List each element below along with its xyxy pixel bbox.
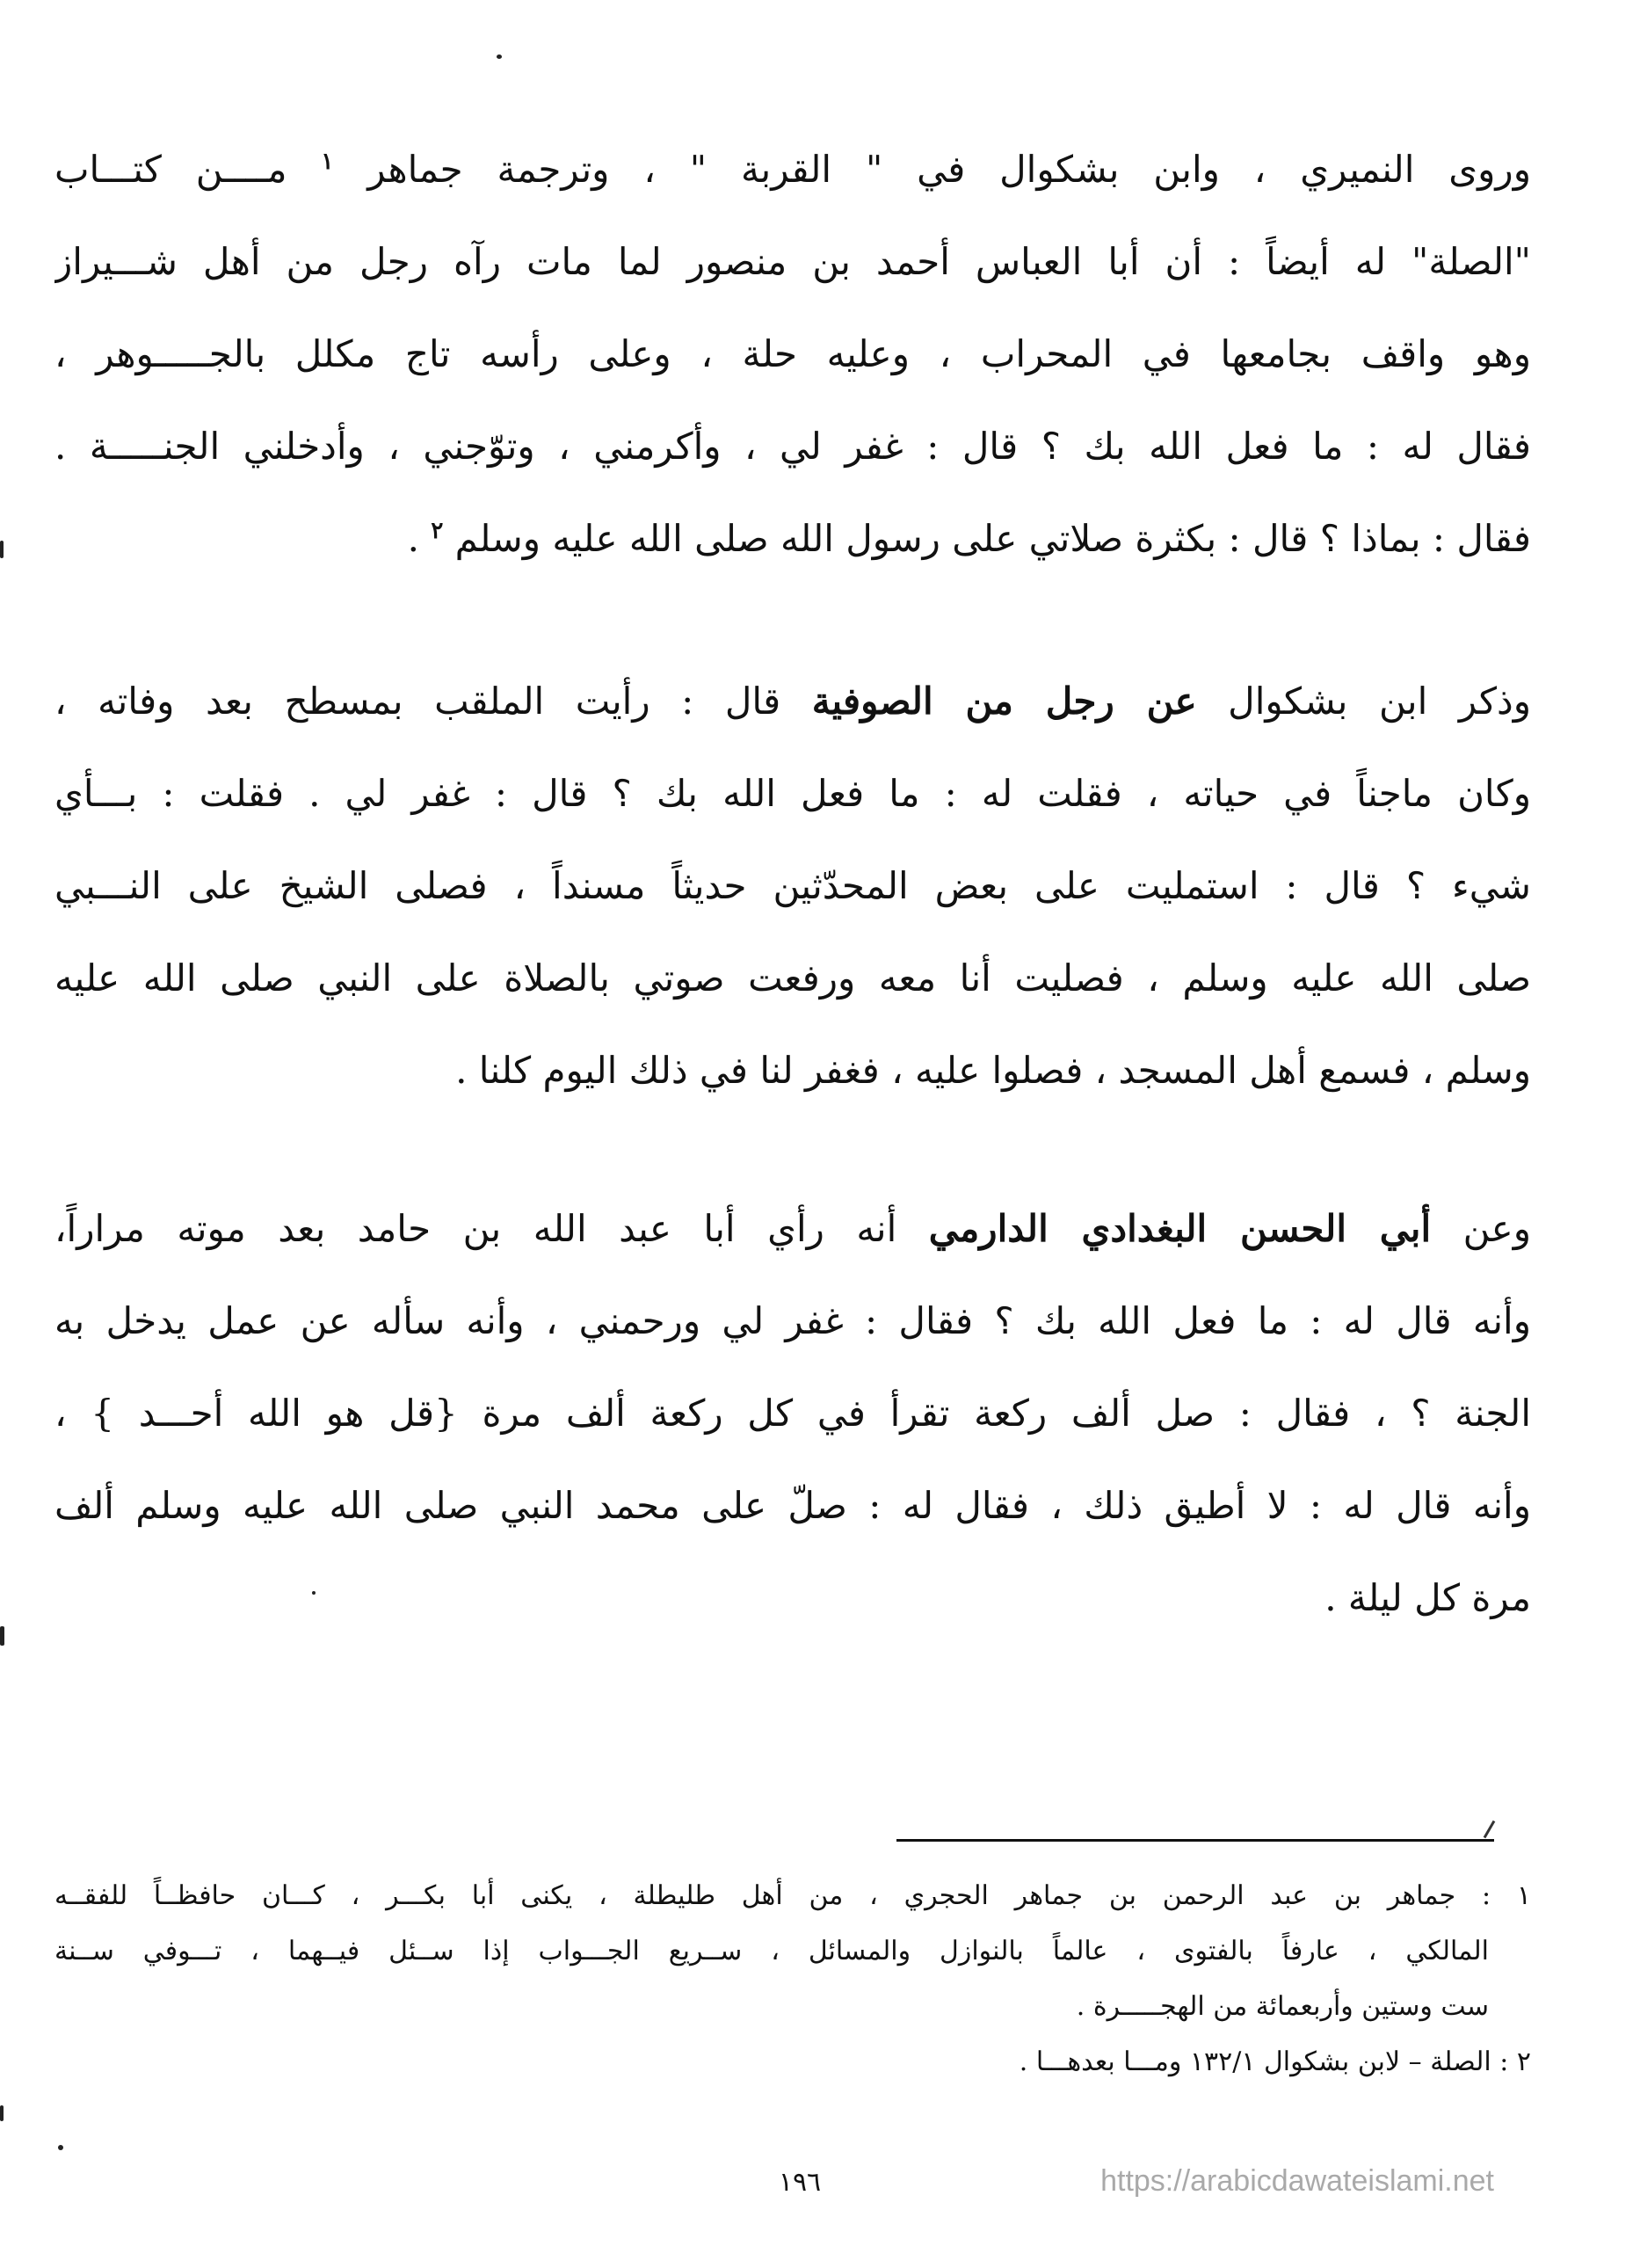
paragraph-2 [54, 655, 1531, 1116]
scan-speck [0, 2105, 4, 2121]
paragraph-3 [54, 1182, 1531, 1644]
paragraph-line: الجنة ؟ ، فقال : صل ألف ركعة تقرأ في كل ركعة ألف مرة {قل هو الله أحـــد } ، [54, 1392, 1531, 1435]
paragraph-line: فقال له : ما فعل الله بك ؟ قال : غفر لي ، وأكرمني ، وتوّجني ، وأدخلني الجنـــــة . [54, 425, 1531, 468]
paragraph-line: مرة كل ليلة . [1324, 1576, 1531, 1619]
footnote-marker[interactable]: ١ [321, 149, 334, 175]
scan-speck [497, 55, 502, 59]
watermark-url: https://arabicdawateislami.net [1100, 2164, 1494, 2198]
footnote-1-line: ست وستين وأربعمائة من الهجـــــرة . [1076, 1991, 1489, 2022]
paragraph-line: وكان ماجناً في حياته ، فقلت له : ما فعل الله بك ؟ قال : غفر لي . فقلت : بـــأي [54, 772, 1531, 815]
paragraph-line: وعن أبي الحسن البغدادي الدارمي أنه رأي أبا عبد الله بن حامد بعد موته مراراً، [54, 1207, 1531, 1250]
paragraph-line: فقال : بماذا ؟ قال : بكثرة صلاتي على رسول الله صلى الله عليه وسلم $^٢$ . [407, 517, 1531, 560]
paragraph-line: وروى النميري ، وابن بشكوال في " القربة " ، وترجمة جماهر $^١$ مــــن كتـــاب [54, 148, 1531, 191]
footnote-separator [896, 1839, 1494, 1842]
footnote-1-line: المالكي ، عارفاً بالفتوى ، عالماً بالنوازل والمسائل ، ســريع الجـــواب إذا ســئل فيــهما ، تـــوفي ســنة [54, 1936, 1489, 1966]
scan-speck [0, 1626, 4, 1646]
paragraph-1 [54, 123, 1531, 585]
paragraph-line: صلى الله عليه وسلم ، فصليت أنا معه ورفعت صوتي بالصلاة على النبي صلى الله عليه [54, 956, 1531, 1000]
paragraph-line: وهو واقف بجامعها في المحراب ، وعليه حلة ، وعلى رأسه تاج مكلل بالجـــــوهر ، [54, 332, 1531, 375]
footnote-2: ٢ : الصلة – لابن بشكوال ١٣٢/١ ومـــا بعدهـــا . [1019, 2046, 1531, 2077]
scan-speck [312, 1591, 316, 1595]
paragraph-line: شيء ؟ قال : استمليت على بعض المحدّثين حديثاً مسنداً ، فصلى الشيخ على النـــبي [54, 864, 1531, 907]
scan-speck [58, 2145, 63, 2150]
paragraph-line: وسلم ، فسمع أهل المسجد ، فصلوا عليه ، فغفر لنا في ذلك اليوم كلنا . [455, 1049, 1531, 1092]
page-number: ١٩٦ [778, 2167, 822, 2198]
footnote-marker[interactable]: ٢ [431, 518, 444, 544]
separator-tick [1484, 1821, 1496, 1839]
scan-speck [0, 541, 4, 558]
emphasized-name: أبي الحسن البغدادي الدارمي [928, 1207, 1432, 1250]
paragraph-line: "الصلة" له أيضاً : أن أبا العباس أحمد بن منصور لما مات رآه رجل من أهل شـــيراز [54, 240, 1531, 283]
paragraph-line: وأنه قال له : ما فعل الله بك ؟ فقال : غفر لي ورحمني ، وأنه سأله عن عمل يدخل به [54, 1299, 1531, 1342]
emphasized-name: عن رجل من الصوفية [811, 680, 1197, 723]
paragraph-line: وأنه قال له : لا أطيق ذلك ، فقال له : صلّ على محمد النبي صلى الله عليه وسلم ألف [54, 1484, 1531, 1527]
footnote-1-line: ١ : جماهر بن عبد الرحمن بن جماهر الحجري ، من أهل طليطلة ، يكنى أبا بكـــر ، كـــان حافظــاً للفقــه [54, 1880, 1531, 1911]
paragraph-line: وذكر ابن بشكوال عن رجل من الصوفية قال : رأيت الملقب بمسطح بعد وفاته ، [54, 680, 1531, 723]
footnotes [54, 1868, 1531, 2090]
